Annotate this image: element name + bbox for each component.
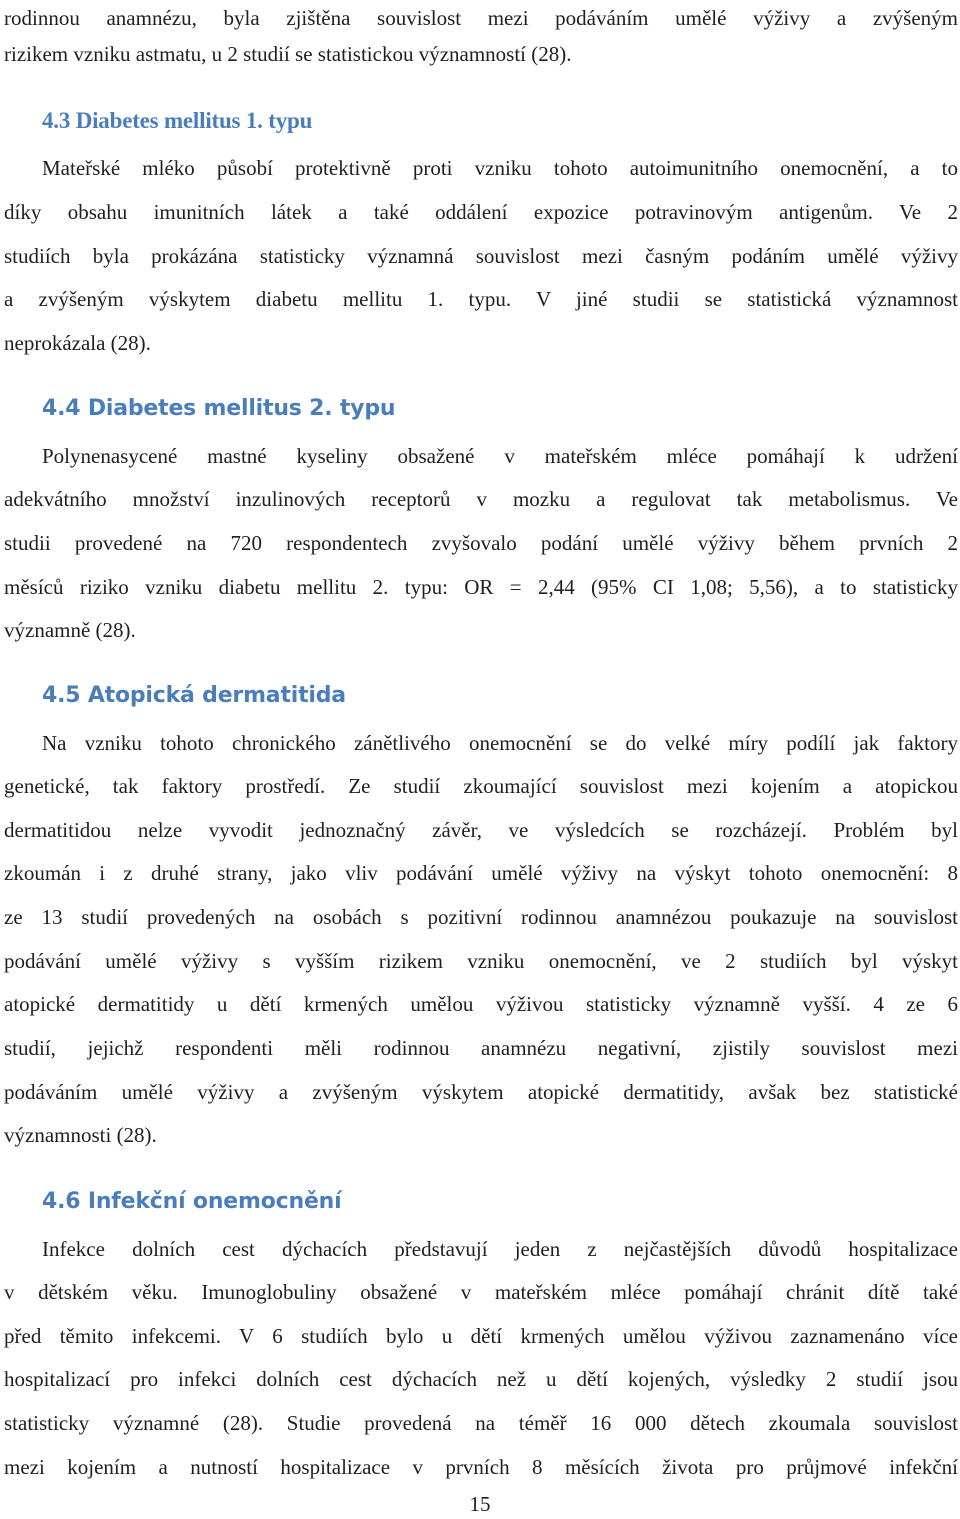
paragraph-line: genetické, tak faktory prostředí. Ze studií zkoumající souvislost mezi kojením a atopickou [4, 774, 958, 798]
paragraph-line: rodinnou anamnézu, byla zjištěna souvislost mezi podáváním umělé výživy a zvýšeným [4, 6, 958, 30]
paragraph-line: ze 13 studií provedených na osobách s pozitivní rodinnou anamnézou poukazuje na souvislost [4, 905, 958, 929]
paragraph-line: významně (28). [4, 618, 136, 642]
paragraph-line: měsíců riziko vzniku diabetu mellitu 2. typu: OR = 2,44 (95% CI 1,08; 5,56), a to statisticky [4, 575, 958, 599]
paragraph-line: významnosti (28). [4, 1123, 157, 1147]
section-heading: 4.3 Diabetes mellitus 1. typu [42, 108, 313, 133]
paragraph-line: Infekce dolních cest dýchacích představují jeden z nejčastějších důvodů hospitalizace [42, 1237, 958, 1261]
paragraph-line: Na vzniku tohoto chronického zánětlivého onemocnění se do velké míry podílí jak faktory [42, 731, 958, 755]
paragraph-line: dermatitidou nelze vyvodit jednoznačný závěr, ve výsledcích se rozcházejí. Problém byl [4, 818, 958, 842]
paragraph-line: podávání umělé výživy s vyšším rizikem vzniku onemocnění, ve 2 studiích byl výskyt [4, 949, 958, 973]
paragraph-line: studií, jejichž respondenti měli rodinnou anamnézu negativní, zjistily souvislost mezi [4, 1036, 958, 1060]
paragraph-line: podáváním umělé výživy a zvýšeným výskytem atopické dermatitidy, avšak bez statistické [4, 1080, 958, 1104]
paragraph-line: a zvýšeným výskytem diabetu mellitu 1. typu. V jiné studii se statistická významnost [4, 287, 958, 311]
paragraph-line: před těmito infekcemi. V 6 studiích bylo u dětí krmených umělou výživou zaznamenáno více [4, 1324, 958, 1348]
paragraph-line: hospitalizací pro infekci dolních cest dýchacích než u dětí kojených, výsledky 2 studií jsou [4, 1367, 958, 1391]
paragraph-line: Mateřské mléko působí protektivně proti vzniku tohoto autoimunitního onemocnění, a to [42, 156, 958, 180]
paragraph-line: díky obsahu imunitních látek a také oddálení expozice potravinovým antigenům. Ve 2 [4, 200, 958, 224]
paragraph-line: statisticky významné (28). Studie provedená na téměř 16 000 dětech zkoumala souvislost [4, 1411, 958, 1435]
paragraph-line: rizikem vzniku astmatu, u 2 studií se statistickou významností (28). [4, 42, 572, 66]
paragraph-line: Polynenasycené mastné kyseliny obsažené v mateřském mléce pomáhají k udržení [42, 444, 958, 468]
paragraph-line: studii provedené na 720 respondentech zvyšovalo podání umělé výživy během prvních 2 [4, 531, 958, 555]
paragraph-line: adekvátního množství inzulinových receptorů v mozku a regulovat tak metabolismus. Ve [4, 487, 958, 511]
paragraph-line: atopické dermatitidy u dětí krmených umělou výživou statisticky významně vyšší. 4 ze 6 [4, 992, 958, 1016]
paragraph-line: zkoumán i z druhé strany, jako vliv podávání umělé výživy na výskyt tohoto onemocnění: 8 [4, 861, 958, 885]
paragraph-line: v dětském věku. Imunoglobuliny obsažené v mateřském mléce pomáhají chránit dítě také [4, 1280, 958, 1304]
paragraph-line: neprokázala (28). [4, 331, 151, 355]
paragraph-line: studiích byla prokázána statisticky významná souvislost mezi časným podáním umělé výživy [4, 244, 958, 268]
section-heading: 4.4 Diabetes mellitus 2. typu [42, 396, 396, 421]
page-number: 15 [469, 1492, 491, 1516]
paragraph-line: mezi kojením a nutností hospitalizace v prvních 8 měsících života pro průjmové infekční [4, 1455, 958, 1479]
section-heading: 4.6 Infekční onemocnění [42, 1189, 342, 1214]
section-heading: 4.5 Atopická dermatitida [42, 683, 346, 708]
